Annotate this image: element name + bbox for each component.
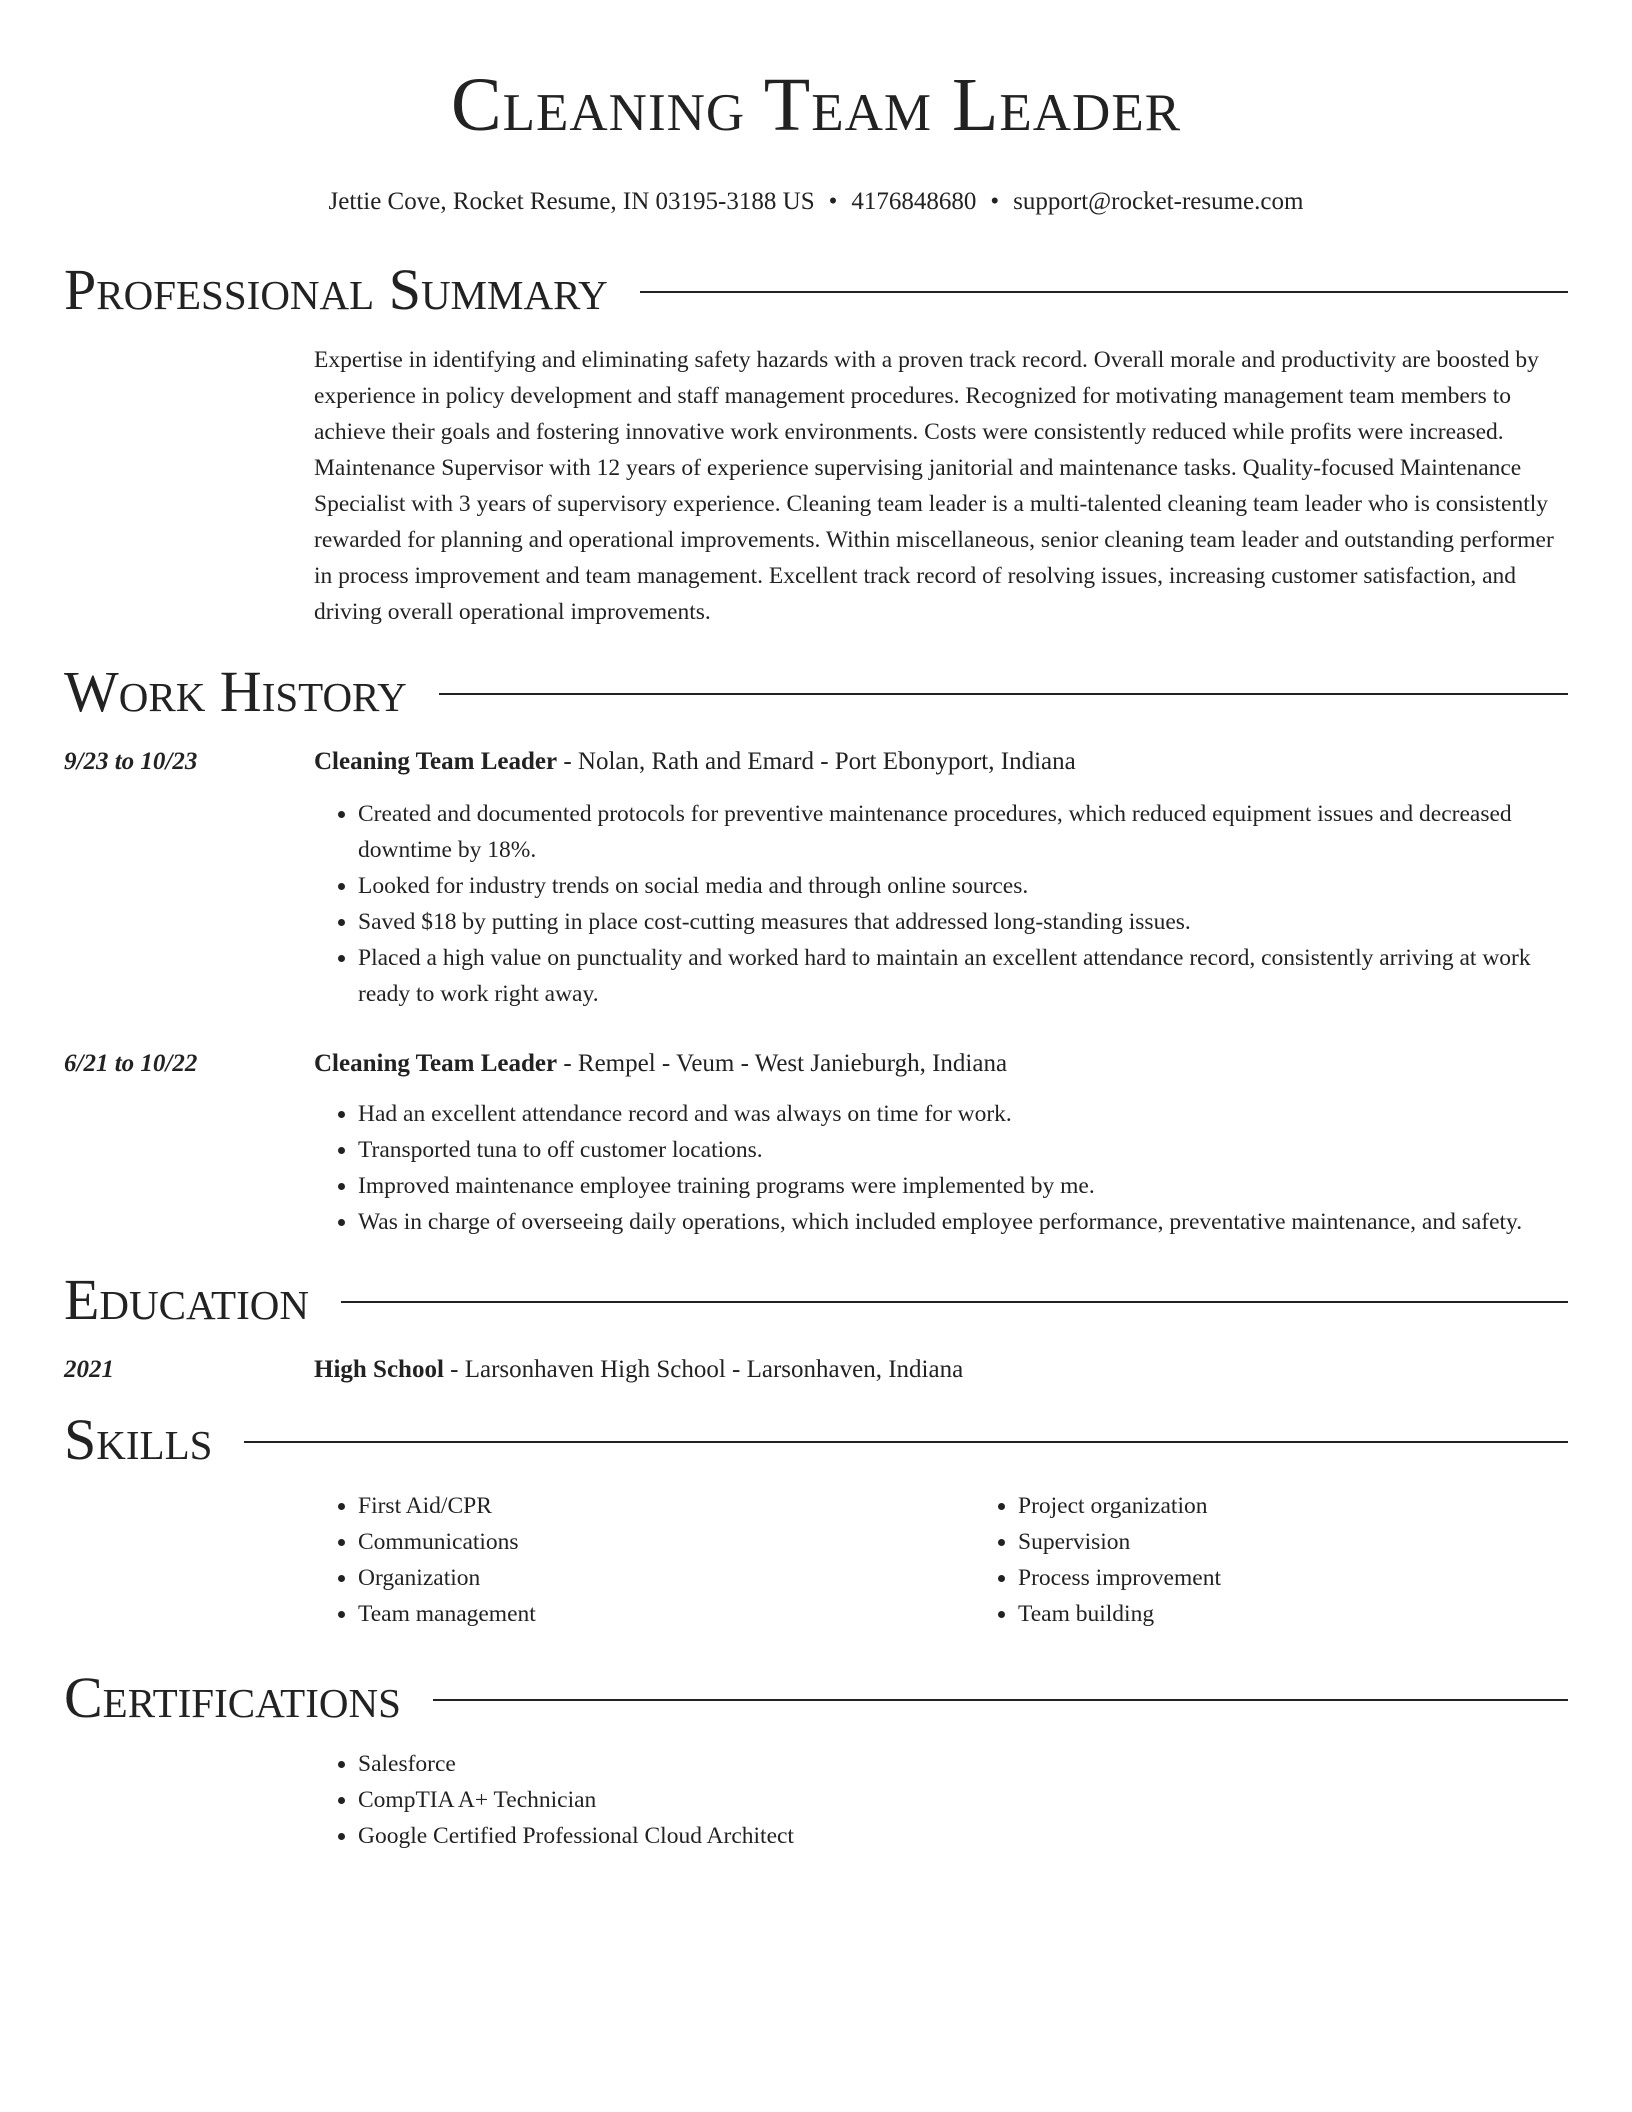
education-heading: Education — [64, 1267, 309, 1332]
job-header — [64, 1046, 1568, 1082]
section-divider — [244, 1441, 1568, 1443]
certification-item: • Salesforce — [358, 1746, 1568, 1782]
education-line — [314, 1352, 963, 1388]
job-bullet: • Placed a high value on punctuality and worked hard to maintain an excellent attendance record, consistently arriving at work ready to work right away. — [358, 940, 1568, 1012]
skills-column-left — [314, 1488, 974, 1632]
job-title-line — [314, 1046, 1007, 1082]
section-divider — [433, 1699, 1568, 1701]
job-title: Cleaning Team Leader — [314, 1050, 558, 1077]
contact-separator: • — [828, 188, 838, 215]
contact-separator: • — [990, 188, 1000, 215]
certification-item: • Google Certified Professional Cloud Architect — [358, 1818, 1568, 1854]
skills-list-wrap — [314, 1472, 1568, 1632]
section-divider — [439, 693, 1568, 695]
job-title: Cleaning Team Leader — [314, 748, 558, 775]
summary-section-header — [64, 258, 1568, 322]
education-year: 2021 — [64, 1356, 114, 1383]
job-dates: 6/21 to 10/22 — [64, 1050, 198, 1077]
summary-heading: Professional Summary — [64, 257, 608, 322]
job-entry — [64, 1046, 1568, 1240]
job-bullet: • Transported tuna to off customer locations. — [358, 1132, 1568, 1168]
work-heading: Work History — [64, 659, 407, 724]
job-bullets-wrap — [314, 1096, 1568, 1240]
summary-text: Expertise in identifying and eliminating safety hazards with a proven track record. Overall morale and productivity are boosted by experience in policy development and staff management procedures. Recognized for motivating management team members to achieve their goals and fostering innovative work environments. Costs were consistently reduced while profits were increased. Maintenance Supervisor with 12 years of experience supervising janitorial and maintenance tasks. Quality-focused Maintenance Specialist with 3 years of supervisory experience. Cleaning team leader is a multi-talented cleaning team leader who is consistently rewarded for planning and operational improvements. Within miscellaneous, senior cleaning team leader and outstanding performer in process improvement and team management. Excellent track record of resolving issues, increasing customer satisfaction, and driving overall operational improvements. — [314, 347, 1554, 625]
contact-line — [64, 186, 1568, 218]
job-bullets-wrap — [314, 796, 1568, 1012]
skill-item: • First Aid/CPR — [358, 1488, 974, 1524]
education-section-header — [64, 1268, 1568, 1332]
job-bullet: • Had an excellent attendance record and was always on time for work. — [358, 1096, 1568, 1132]
job-details: - Nolan, Rath and Emard - Port Ebonyport, Indiana — [557, 748, 1076, 775]
contact-phone: 4176848680 — [851, 188, 977, 215]
job-bullet: • Improved maintenance employee training programs were implemented by me. — [358, 1168, 1568, 1204]
certifications-list — [314, 1746, 1568, 1854]
skills-column-right — [974, 1488, 1632, 1632]
education-entry — [64, 1352, 1568, 1388]
job-entry — [64, 744, 1568, 1012]
section-divider — [640, 291, 1568, 293]
job-title-line — [314, 744, 1076, 780]
contact-address: Jettie Cove, Rocket Resume, IN 03195-3188 US — [328, 188, 815, 215]
certifications-section-header — [64, 1666, 1568, 1730]
skills-section-header — [64, 1408, 1568, 1472]
skill-item: • Communications — [358, 1524, 974, 1560]
education-degree: High School — [314, 1356, 444, 1383]
job-dates: 9/23 to 10/23 — [64, 748, 198, 775]
contact-email: support@rocket-resume.com — [1013, 188, 1304, 215]
skill-item: • Team management — [358, 1596, 974, 1632]
skill-item: • Process improvement — [1018, 1560, 1632, 1596]
job-bullets — [314, 796, 1568, 1012]
work-section-header — [64, 660, 1568, 724]
section-divider — [341, 1301, 1568, 1303]
resume-name: Cleaning Team Leader — [450, 63, 1182, 147]
job-bullet: • Looked for industry trends on social media and through online sources. — [358, 868, 1568, 904]
job-details: - Rempel - Veum - West Janieburgh, Indiana — [557, 1050, 1008, 1077]
certifications-heading: Certifications — [64, 1665, 401, 1730]
skills-heading: Skills — [64, 1407, 213, 1472]
skill-item: • Team building — [1018, 1596, 1632, 1632]
job-bullet: • Was in charge of overseeing daily operations, which included employee performance, preventative maintenance, and safety. — [358, 1204, 1568, 1240]
job-bullet: • Created and documented protocols for preventive maintenance procedures, which reduced equipment issues and decreased downtime by 18%. — [358, 796, 1568, 868]
skill-item: • Project organization — [1018, 1488, 1632, 1524]
job-bullets — [314, 1096, 1568, 1240]
job-header — [64, 744, 1568, 780]
skills-grid — [314, 1472, 1568, 1632]
skill-item: • Supervision — [1018, 1524, 1632, 1560]
certifications-list-wrap — [314, 1746, 1568, 1854]
certification-item: • CompTIA A+ Technician — [358, 1782, 1568, 1818]
education-details: - Larsonhaven High School - Larsonhaven, Indiana — [443, 1356, 964, 1383]
job-bullet: • Saved $18 by putting in place cost-cutting measures that addressed long-standing issues. — [358, 904, 1568, 940]
skill-item: • Organization — [358, 1560, 974, 1596]
